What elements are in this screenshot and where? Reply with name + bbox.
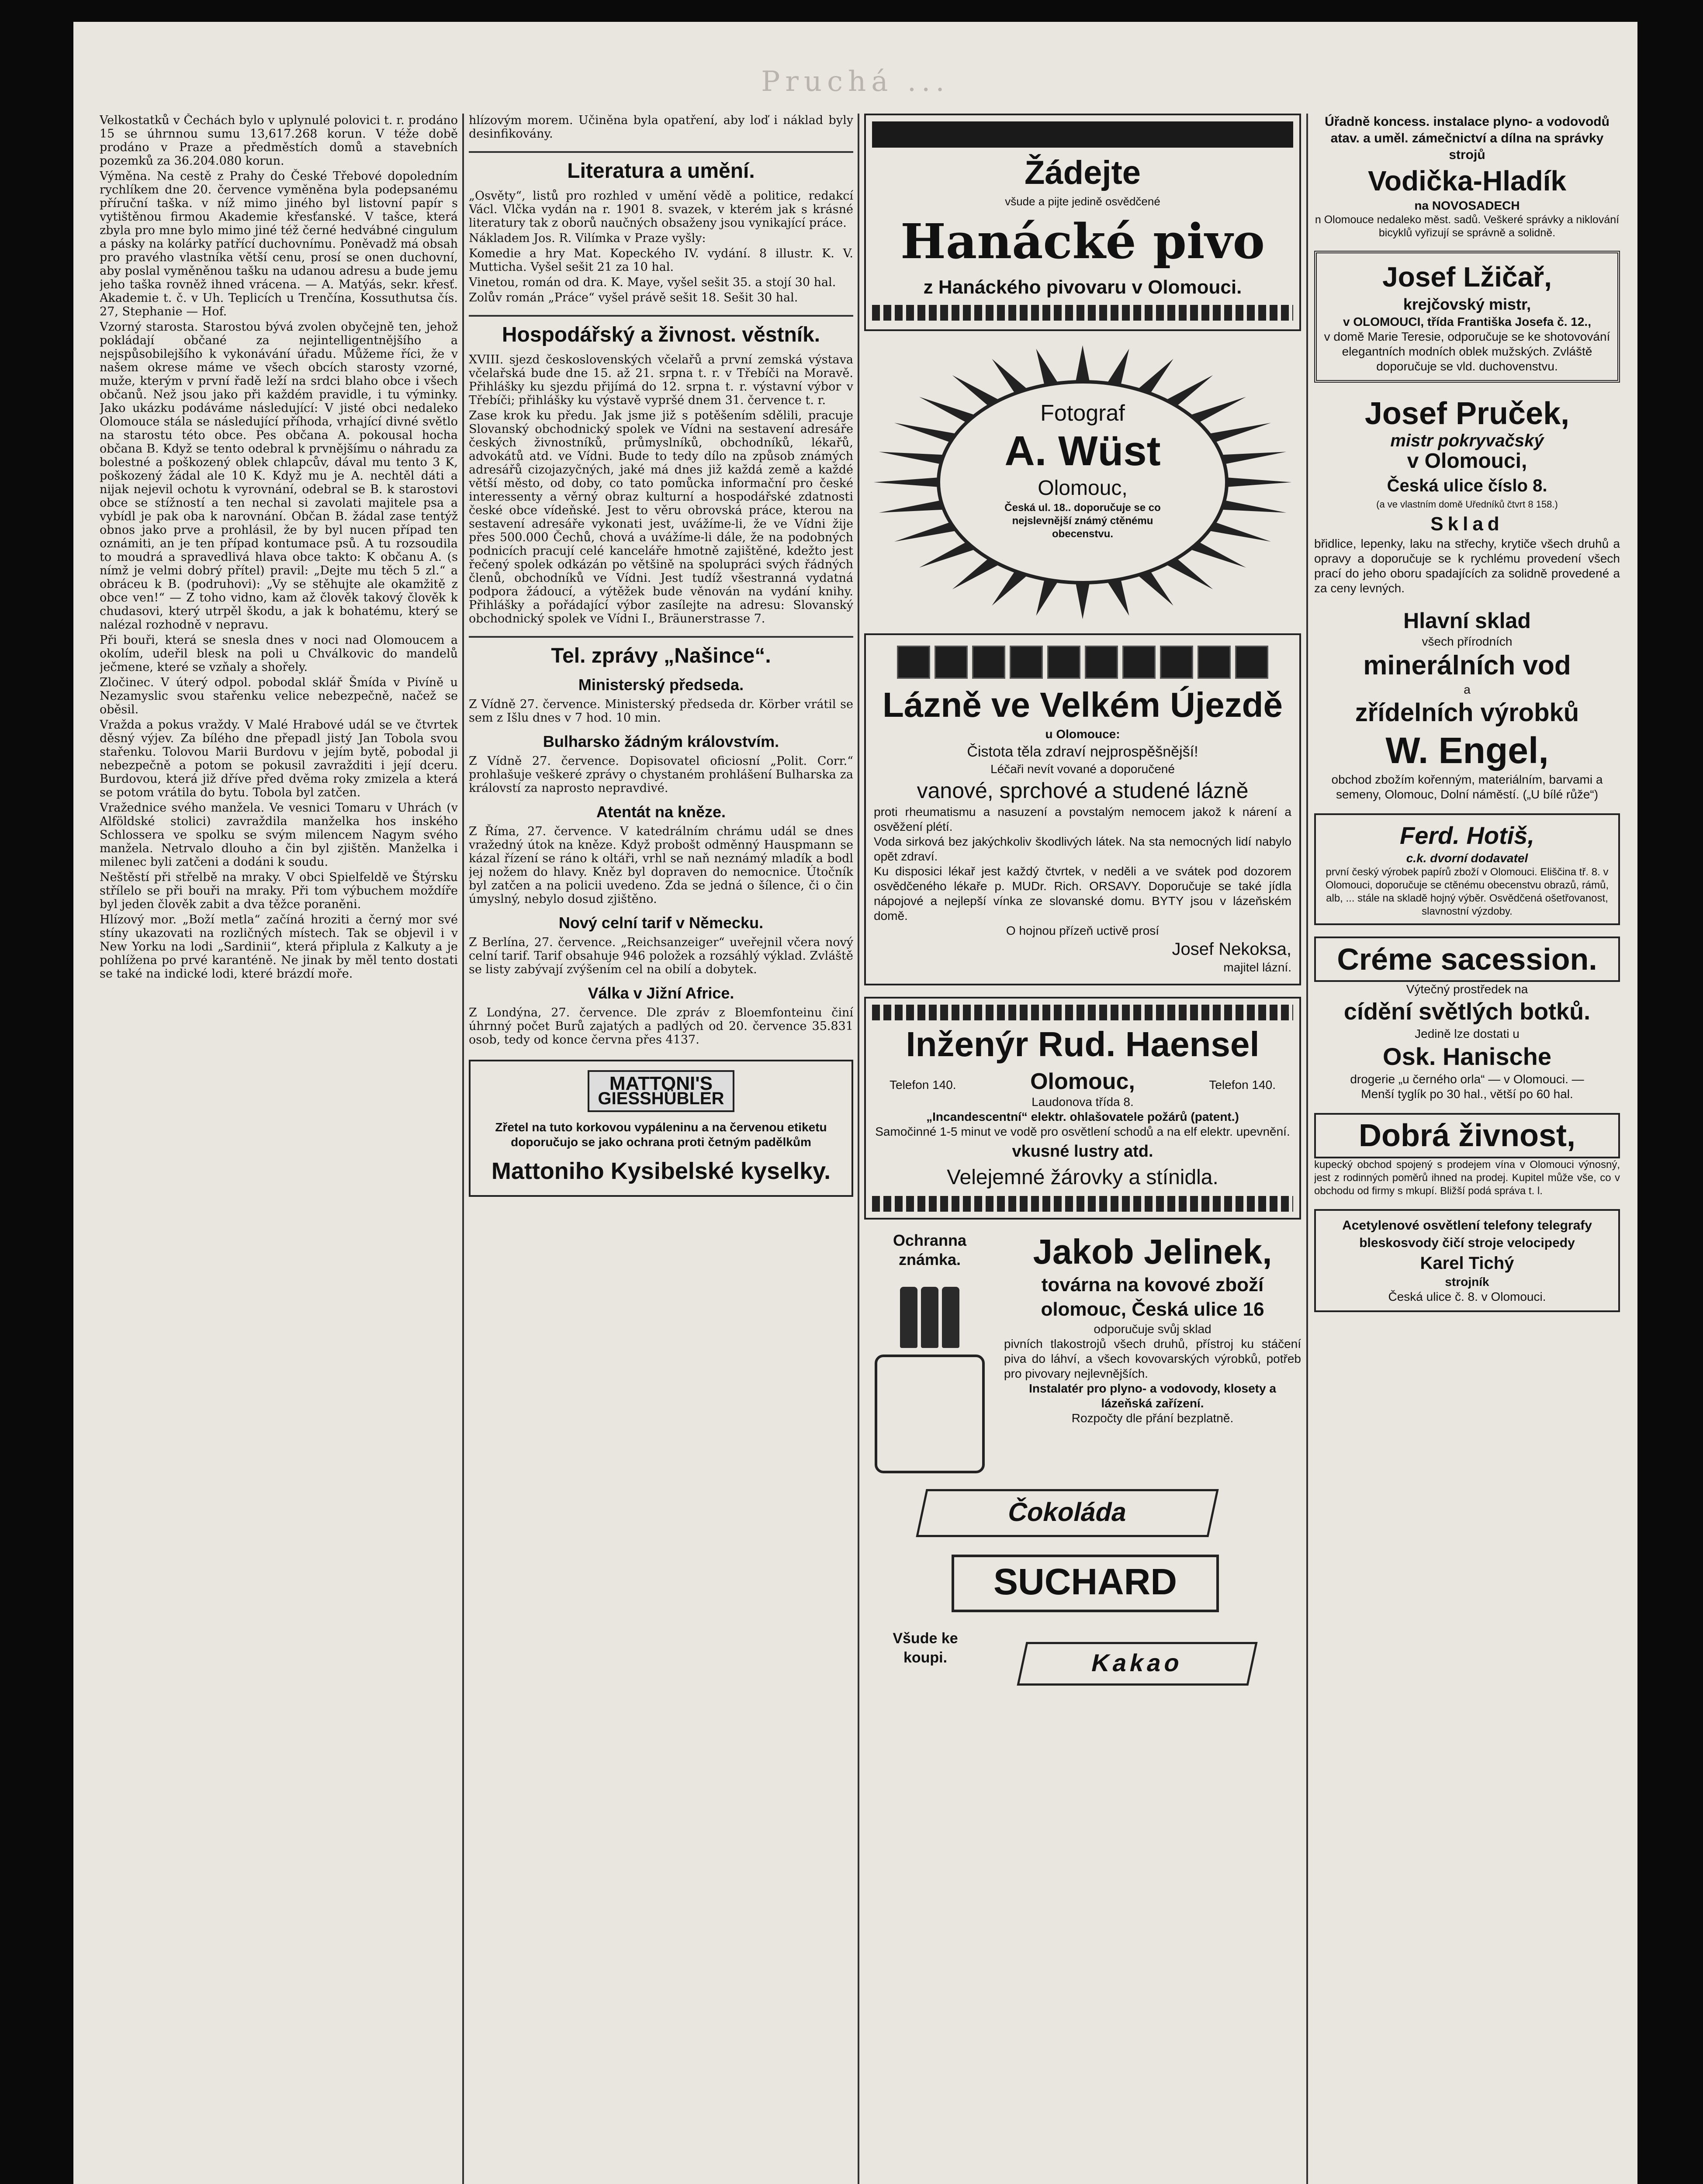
tichy-name: Karel Tichý bbox=[1420, 1254, 1514, 1273]
hotis-role: c.k. dvorní dodavatel bbox=[1406, 851, 1528, 865]
jelinek-factory: továrna na kovové zboží bbox=[1041, 1274, 1264, 1296]
article-hlizovy-mor: Hlízový mor. „Boží metla“ začíná hroziti a černý mor své stíny ukazovati na rozličných místech. Tak se objevil i v New Yorku na lodi „Sardinii“, která připlula z Kalkuty a je pohlížena po prvé karanténě. Ne jinak by měl tento dostati se také na indické lodi, které brázdí moře. bbox=[100, 913, 458, 981]
lzicar-addr: v OLOMOUCI, třída Františka Josefa č. 12., bbox=[1343, 315, 1591, 328]
ad-vodicka bbox=[1314, 114, 1620, 239]
tel-heading-valka: Válka v Jižní Africe. bbox=[588, 984, 734, 1002]
lazne-t3: proti rheumatismu a nasuzení a povstalým nemocem jakož k nárení a osvěžení plétí. bbox=[874, 805, 1291, 833]
tel-valka: Z Londýna, 27. července. Dle zpráv z Bloemfonteinu činí úhrnný počet Burů zajatých a padlých od 20. července 35.831 osob, tedy od konce června přes 4137. bbox=[469, 1006, 853, 1047]
decorative-border bbox=[872, 121, 1293, 148]
suchard-cokolada-box bbox=[916, 1489, 1218, 1537]
creme-t2: cídění světlých botků. bbox=[1343, 999, 1591, 1025]
article-continued: hlízovým morem. Učiněna byla opatření, aby loď i náklad byly desinfikovány. bbox=[469, 114, 853, 141]
ad-lazne bbox=[864, 633, 1301, 985]
creme-title: Créme sacession. bbox=[1314, 936, 1620, 982]
decorative-border bbox=[872, 1196, 1293, 1212]
tel-heading-bulharsko: Bulharsko žádným královstvím. bbox=[543, 733, 779, 750]
hanacke-head: Žádejte bbox=[1024, 154, 1141, 191]
decorative-border bbox=[872, 1005, 1293, 1020]
creme-t5: Menší tyglík po 30 hal., větší po 60 hal. bbox=[1361, 1087, 1573, 1101]
hanacke-big: Hanácké pivo bbox=[900, 213, 1265, 270]
hosp-sjezd: XVIII. sjezd československých včelařů a první zemská výstava včelařská bude dne 15. až 21. srpna t. r. v Třebíči na Moravě. Přihlášky ku sjezdu přijímá do 12. srpna t. r. výstavní výbor v Třebíči; přihlášky ku výstavě vypršé dnem 31. července t. r. bbox=[469, 353, 853, 407]
column-4 bbox=[1314, 114, 1620, 2184]
hanacke-from: z Hanáckého pivovaru v Olomouci. bbox=[923, 276, 1242, 298]
ad-hanacke-pivo bbox=[864, 114, 1301, 331]
section-title-literatura: Literatura a umění. bbox=[469, 151, 853, 183]
lit-vinetou: Vinetou, román od dra. K. Maye, vyšel sešit 35. a stojí 30 hal. bbox=[469, 276, 836, 289]
page-header-faint: Pruchá ... bbox=[761, 66, 950, 98]
engel-t2: minerálních vod bbox=[1363, 650, 1571, 681]
jelinek-emblem bbox=[864, 1231, 995, 1473]
tel-heading-celni: Nový celní tarif v Německu. bbox=[558, 914, 764, 932]
hanacke-sub: všude a pijte jedině osvědčené bbox=[1005, 195, 1160, 208]
mattoni-bottom: Mattoniho Kysibelské kyselky. bbox=[491, 1158, 831, 1184]
column-3 bbox=[864, 114, 1301, 2184]
prucek-role: mistr pokryvačský bbox=[1390, 431, 1544, 450]
mattoni-text: Zřetel na tuto korkovou vypáleninu a na červenou etiketu doporučujo se jako ochrana proti četným padělkům bbox=[495, 1120, 827, 1149]
dobra-text: kupecký obchod spojený s prodejem vína v Olomouci výnosný, jest z rodinných poměrů ihned na prodej. Kupitel může vše, co v obchodu od firmy s mkupí. Bližší podá správa t. l. bbox=[1314, 1159, 1620, 1197]
lit-vilimek: Nákladem Jos. R. Vilímka v Praze vyšly: bbox=[469, 232, 706, 245]
wust-city: Olomouc, bbox=[1038, 477, 1128, 500]
suchard-brand-box bbox=[952, 1555, 1219, 1612]
tel-ministr: Z Vídně 27. července. Ministerský předseda dr. Körber vrátil se sem z Išlu dnes v 7 hod. 10 min. bbox=[469, 698, 853, 725]
decorative-tiles bbox=[874, 646, 1291, 679]
sun-ray bbox=[992, 570, 1028, 605]
column-divider bbox=[858, 114, 859, 2184]
wust-text-block bbox=[864, 399, 1301, 541]
lazne-sign2: majitel lázní. bbox=[1223, 961, 1291, 974]
haensel-t2: Samočinné 1-5 minut ve vodě pro osvětlení schodů a na elf elektr. upevnění. bbox=[875, 1125, 1290, 1138]
dobra-title: Dobrá živnost, bbox=[1314, 1113, 1620, 1158]
jelinek-t2: pivních tlakostrojů všech druhů, přístroj ku stáčení piva do láhví, a všech kovovarských výrobků, potřeb pro pivovary nejlevnějších. bbox=[1004, 1337, 1301, 1380]
article-vymena: Výměna. Na cestě z Prahy do České Třebové dopoledním rychlíkem dne 20. července vyměněna byla podepsanému příruční taška. v níž mimo jiného byl listovní papír s vytištěnou firmou Akademie křesťanské. V tašce, která zbyla pro mne bylo mimo jiné též černé hedvábné cingulum a pásky na kolárky patřící duchovnímu. Poněvadž má obsah pro pravého vlastníka větší cenu, prosí se onen duchovní, aby poslal vyměněnou tašku na udanou adresu a bude jemu jeho taška rovněž ihned vrácena. — A. Matýás, sekr. křesť. Akademie t. č. v Uh. Teplicích u Trenčína, Kossuthutsa čís. 27, Stephanie — Hof. bbox=[100, 169, 458, 318]
creme-t4: drogerie „u černého orla“ — v Olomouci. — bbox=[1350, 1072, 1584, 1086]
lazne-title: Lázně ve Velkém Újezdě bbox=[882, 685, 1283, 724]
vodicka-city: na NOVOSADECH bbox=[1414, 199, 1520, 212]
tel-heading-ministr: Ministerský předseda. bbox=[578, 676, 744, 694]
jelinek-address: olomouc, Česká ulice 16 bbox=[1041, 1299, 1264, 1320]
tichy-addr: Česká ulice č. 8. v Olomouci. bbox=[1388, 1290, 1546, 1303]
jelinek-name: Jakob Jelinek, bbox=[1033, 1232, 1272, 1271]
jelinek-t4: Rozpočty dle přání bezplatně. bbox=[1071, 1411, 1234, 1425]
engel-t4: zřídelních výrobků bbox=[1355, 698, 1579, 727]
lit-osveta: „Osvěty“, listů pro rozhled v umění vědě a politice, redakcí Václ. Vlčka vydán na r. 1901 8. svazek, v kterém jak s krásné literatury tak z oborů naučných obsaženy jsou vynikající práce. bbox=[469, 189, 853, 230]
sun-ray bbox=[1107, 579, 1129, 615]
column-divider bbox=[1306, 114, 1308, 2184]
jelinek-machine-icon bbox=[864, 1287, 995, 1473]
haensel-t1: „Incandescentní“ elektr. ohlašovatele požárů (patent.) bbox=[926, 1110, 1239, 1123]
ad-mattoni bbox=[469, 1060, 853, 1197]
engel-t5: obchod zbožím kořenným, materiálním, barvami a semeny, Olomouc, Dolní náměstí. („U bílé růže“) bbox=[1331, 773, 1603, 801]
prucek-sklad: Sklad bbox=[1430, 513, 1504, 535]
lazne-t1: Léčaři nevít vované a doporučené bbox=[990, 762, 1175, 776]
ad-engel bbox=[1314, 607, 1620, 802]
engel-name: W. Engel, bbox=[1385, 730, 1549, 771]
suchard-brand: SUCHARD bbox=[993, 1561, 1177, 1602]
prucek-name: Josef Pruček, bbox=[1364, 396, 1570, 431]
haensel-city: Olomouc, bbox=[1030, 1069, 1135, 1094]
article-vraznice: Vražednice svého manžela. Ve vesnici Tomaru v Uhrách (v Alföldské stolici) zavraždila manželka hos inského Schlossera ve spolku se svým milencem Nagym svého manžela. Netrvalo dlouho a čin byl zjištěn. Manželka i milenec byli zatčeni a dodáni k soudu. bbox=[100, 801, 458, 869]
suchard-everywhere bbox=[882, 1629, 969, 1667]
ad-suchard bbox=[864, 1485, 1301, 1729]
lazne-t5: Ku disposici lékař jest každý čtvrtek, v neděli a ve svátek pod dozorem osvědčeného lékaře p. MUDr. Rich. ORSAVY. Doporučuje se také jídla nápojové a nejlepší vínka ze slovanské domu. BYTY jsou v lázeňském domě. bbox=[874, 864, 1291, 923]
lzicar-role: krejčovský mistr, bbox=[1403, 295, 1531, 313]
tel-celni: Z Berlína, 27. července. „Reichsanzeiger“ uveřejnil včera nový celní tarif. Tarif obsahuje 946 položek a rozsáhlý výklad. Zvláště se listy zabývají zvýšením cel na obilí a dobytek. bbox=[469, 936, 853, 976]
lzicar-name: Josef Lžičař, bbox=[1382, 261, 1552, 293]
jelinek-text bbox=[1004, 1231, 1301, 1473]
lazne-t2: vanové, sprchové a studené lázně bbox=[917, 778, 1249, 803]
prucek-city: v Olomouci, bbox=[1407, 449, 1527, 473]
column-divider bbox=[462, 114, 464, 2184]
vodicka-header: Úřadně koncess. instalace plyno- a vodovodů atav. a uměl. zámečnictví a dílna na správky strojů bbox=[1325, 114, 1610, 162]
ad-creme bbox=[1314, 936, 1620, 1102]
sun-ray bbox=[1036, 579, 1059, 615]
article-pri-bouri: Při bouři, která se snesla dnes v noci nad Olomoucem a okolím, udeřil blesk na poli u Chválkovic do mandelů ječmene, které se vzňaly a shořely. bbox=[100, 633, 458, 674]
sun-ray bbox=[992, 359, 1028, 394]
ad-jelinek bbox=[864, 1231, 1301, 1473]
ad-hotis bbox=[1314, 813, 1620, 925]
suchard-kakao: Kakao bbox=[1089, 1649, 1186, 1676]
lazne-sub: u Olomouce: bbox=[1045, 727, 1120, 741]
engel-t1: všech přírodních bbox=[1422, 635, 1513, 648]
haensel-t3: vkusné lustry atd. bbox=[1012, 1142, 1153, 1161]
sun-ray bbox=[1036, 349, 1059, 385]
sun-ray bbox=[1137, 359, 1173, 394]
column-1 bbox=[100, 114, 458, 2184]
sun-ray bbox=[1076, 583, 1090, 619]
tichy-text: Acetylenové osvětlení telefony telegrafy bleskosvody čičí stroje velocipedy bbox=[1342, 1218, 1592, 1250]
creme-t3: Jedině lze dostati u bbox=[1415, 1027, 1520, 1040]
wust-addr: Česká ul. 18.. doporučuje se co nejslevnější známý ctěnému obecenstvu. bbox=[1004, 502, 1161, 540]
decorative-border bbox=[872, 305, 1293, 321]
ad-fotograf-wust bbox=[864, 342, 1301, 622]
tel-bulharsko: Z Vídně 27. července. Dopisovatel oficiosní „Polit. Corr.“ prohlašuje veškeré zprávy o chystaném prohlášení Bulharska za královstí za naprosto nepravdivé. bbox=[469, 754, 853, 795]
hosp-krok: Zase krok ku předu. Jak jsme již s potěšením sdělili, pracuje Slovanský obchodnický spolek ve Vídni na sestavení adresáře českých živnostníků, průmyslníků, obchodníků, lékařů, advokátů atd. ve Vídni. Bude to tedy dílo na způsob známých adresářů cizojazyčných, jaké má dnes již každá země a každé větší město, od doby, co tato pomůcka informační pro české interessenty a věrný obraz kulturní a hospodářské zdatnosti české obce vídeňské. Jest to věru obrovská práce, kterou na sestavení adresáře vykonati jest, uvážíme-li, že ve Vídni žije přes 500.000 Čechů, chová a uvážíme-li dále, že na podobných podnicích pracují celé kanceláře hmotně zajištěné, kdežto jest řečený spolek odkázán po většině na spolupráci svých řádných členů, obchodníků ve Vídni. Jest tudíž všestranná vydatná podpora žádoucí, a výtěžek bude věnován na vydání knihy. Přihlášky a pořádající výbor zasílejte na adresu: Slovanský obchodnický spolek ve Vídni I., Bräunerstrasse 7. bbox=[469, 409, 853, 625]
engel-heading: Hlavní sklad bbox=[1403, 608, 1531, 633]
lazne-motto: Čistota těla zdraví nejprospěšnější! bbox=[967, 743, 1198, 760]
newspaper-page bbox=[73, 22, 1637, 2184]
section-title-hospodarsky: Hospodářský a živnost. věstník. bbox=[469, 315, 853, 347]
lit-zola: Zolův román „Práce“ vyšel právě sešit 18. Sešit 30 hal. bbox=[469, 291, 798, 304]
jelinek-t1: odporučuje svůj sklad bbox=[1094, 1322, 1211, 1336]
lazne-t6: O hojnou přízeň uctivě prosí bbox=[1006, 924, 1160, 937]
mattoni-label bbox=[588, 1070, 735, 1112]
suchard-vsude: Všude ke koupi. bbox=[893, 1630, 958, 1666]
prucek-text: břidlice, lepenky, laku na střechy, krytiče všech druhů a opravy a doporučuje se k rychlému provedení všech prací do jeho oboru spadajících za solidně provedené a za ceny levných. bbox=[1314, 537, 1620, 595]
haensel-t4: Velejemné žárovky a stínidla. bbox=[947, 1166, 1218, 1189]
engel-t3: a bbox=[1464, 683, 1471, 696]
lzicar-text: v domě Marie Teresie, odporučuje se ke shotovování elegantních modních oblek mužských. Zvláště doporučuje se vld. duchovenstvu. bbox=[1324, 330, 1610, 373]
article-vzorny-starosta: Vzorný starosta. Starostou bývá zvolen obyčejně ten, jehož pokládají občané za nejintelligentnějšího a nejspůsobilejšího k vykonávání úřadu. Můžeme říci, že v našem okrese máme ve všech obcích starosty vzorné, muže, kterým v první řadě leží na srdci blaho obce i všech občanů. Než jsou jako při každém pravidle, i tu výminky. Jako ukázku podáváme následující: V jisté obci nedaleko Olomouce stála se následující příhoda, vrhající divné světlo na starostu této obce. Pes občana A. pokousal hocha občana B. Když se tento odebral k prvnějšímu o náhradu za bolestné a poškozený oblek chlapcův, dával mu tento 3 K, poškozený žádal ale 10 K. Když mu je A. nechtěl dáti a nijak nejevil ochotu k vyrovnání, odebral se B. k starostovi obce se stížností a ten nechal si zavolati majitele psa a vybídl je pak oba k narovnání. Občan B. žádal zase tentýž obnos jako prve a prohlásil, že by byl nucen případ ten oznámiti, an je ten případ kontumace psů. A tu rozsoudila to moudrá a spravedlivá hlava obce takto: K občanu A. (s nímž je velmi dobrý přítel) pravil: „Dejte mu těch 5 zl.“ a obráceu k B. (podruhovi): „Vy se stěhujte ale okamžitě z obce ven!“ — Z toho vidno, kam až člověk takový člověk k chudasovi, který utrpěl škodu, a jak k bohatému, který se nalézal rozhodně v nepravu. bbox=[100, 320, 458, 632]
tel-atentat: Z Říma, 27. července. V katedrálním chrámu udál se dnes vražedný útok na kněze. Když probošt odměnný Hauspmann se kázal řízení se ráno k oltáři, vrhl se naň neznámý mladík a bodl jej nožem do hlavy. Kněz byl dopraven do nemocnice. Útočník byl zatčen a na policii uvedeno. Zda se jedná o šílence, či o čin úmyslný, nebylo dosud zjištěno. bbox=[469, 825, 853, 906]
sun-ray bbox=[1137, 570, 1173, 605]
mattoni-brand: GIESSHÜBLER bbox=[598, 1089, 724, 1108]
jelinek-t3: Instalatér pro plyno- a vodovody, klosety a lázeňská zařízení. bbox=[1029, 1382, 1276, 1410]
article-vrazda: Vražda a pokus vraždy. V Malé Hrabové udál se ve čtvrtek děsný výjev. Za bílého dne přepadl jistý Jan Tobola svou stařenku. Tolovou Marii Burdovu v jejím bytě, pobodal ji nebezpečně a potom se pokusil zavražditi i její dceru. Burdovou, která již dříve před dvěma roky zmizela a která se potom vrátila do bytu. Tobola byl zatčen. bbox=[100, 718, 458, 799]
ad-prucek bbox=[1314, 394, 1620, 596]
ad-lzicar bbox=[1314, 251, 1620, 383]
section-title-telegraf: Tel. zprávy „Našince“. bbox=[469, 636, 853, 668]
wust-label: Fotograf bbox=[1040, 401, 1125, 426]
vodicka-name: Vodička-Hladík bbox=[1367, 165, 1567, 197]
article-nestesti: Neštěstí při střelbě na mraky. V obci Spielfeldě ve Štýrsku střílelo se při bouři na mraky. Při tom výbuchem moždíře byl jeden člověk zabit a dva těžce poraněni. bbox=[100, 871, 458, 911]
article-velkostatku: Velkostatků v Čechách bylo v uplynulé polovici t. r. prodáno 15 se úhrnnou sumu 13,617.268 korun. V téže době prodáno v Praze a předměstích domů a stavebních pozemků za 36.204.080 korun. bbox=[100, 114, 458, 168]
sun-ray bbox=[1076, 346, 1090, 382]
article-zlocinec: Zločinec. V úterý odpol. pobodal sklář Šmída v Pivíně u Nezamyslic svou stařenku velice nebezpečně, načež se oběsil. bbox=[100, 676, 458, 716]
ad-haensel bbox=[864, 997, 1301, 1220]
lit-komedie: Komedie a hry Mat. Kopeckého IV. vydání. 8 illustr. K. V. Mutticha. Vyšel sešit 21 za 10 hal. bbox=[469, 247, 853, 274]
creme-name: Osk. Hanische bbox=[1383, 1043, 1551, 1070]
prucek-note: (a ve vlastním domě Uředníků čtvrt 8 158.) bbox=[1376, 499, 1558, 510]
ad-dobra-zivnost bbox=[1314, 1113, 1620, 1198]
prucek-addr: Česká ulice číslo 8. bbox=[1387, 476, 1547, 495]
lazne-sign: Josef Nekoksa, bbox=[1172, 940, 1291, 959]
lazne-t4: Voda sirková bez jakýchkoliv škodlivých látek. Na sta nemocných lidí nabylo opět zdraví. bbox=[874, 835, 1291, 863]
haensel-name: Inženýr Rud. Haensel bbox=[906, 1025, 1260, 1064]
jelinek-trademark: Ochranna známka. bbox=[893, 1231, 967, 1268]
haensel-tel-right: Telefon 140. bbox=[1209, 1078, 1276, 1092]
vodicka-text: n Olomouce nedaleko měst. sadů. Veškeré správky a niklování bicyklů vyřizují se správně a solidně. bbox=[1315, 214, 1620, 239]
suchard-cokolada: Čokoláda bbox=[1005, 1497, 1130, 1527]
haensel-tel-left: Telefon 140. bbox=[890, 1078, 956, 1092]
hotis-name: Ferd. Hotiš, bbox=[1399, 822, 1535, 849]
haensel-addr: Laudonova třída 8. bbox=[1031, 1095, 1134, 1109]
ad-tichy bbox=[1314, 1209, 1620, 1312]
column-2 bbox=[469, 114, 853, 2184]
mattoni-top: MATTONI'S bbox=[609, 1073, 713, 1094]
sun-ray bbox=[1107, 349, 1129, 385]
tichy-role: strojník bbox=[1445, 1275, 1489, 1289]
haensel-contact-row bbox=[872, 1068, 1293, 1095]
hotis-text: první český výrobek papírů zboží v Olomouci. Eliščina tř. 8. v Olomouci, doporučuje se ctěnému obecenstvu obrazů, rámů, alb, ... stále na skladě hojný výběr. Osvědčená ošetřovanost, slavnostní výzdoby. bbox=[1325, 866, 1609, 917]
suchard-kakao-box bbox=[1017, 1642, 1257, 1686]
creme-t1: Výtečný prostředek na bbox=[1406, 982, 1528, 996]
tel-heading-atentat: Atentát na kněze. bbox=[596, 803, 726, 821]
wust-name: A. Wüst bbox=[1004, 428, 1161, 474]
